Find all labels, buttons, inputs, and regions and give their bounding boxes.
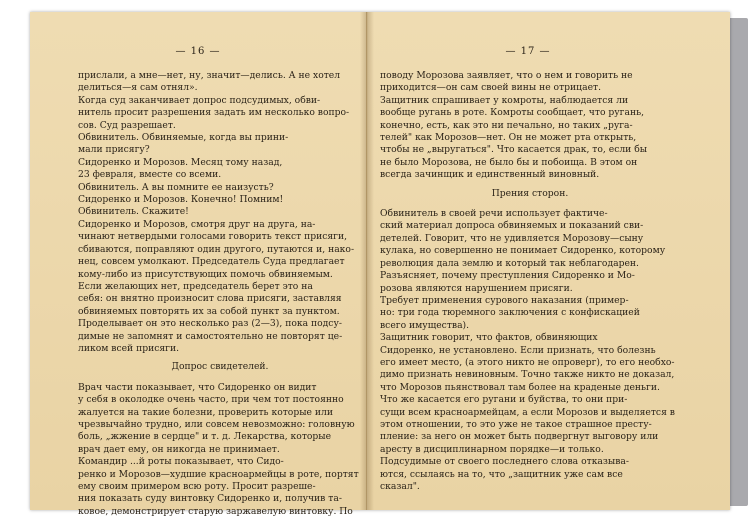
text-line: чтобы не „выругаться". Что касается драк, то, если бы — [380, 144, 648, 156]
text-line: 23 февраля, вместе со всеми. — [78, 169, 222, 181]
text-line: его имеет место, (а этого никто не опроверг), то его необхо- — [380, 356, 675, 368]
text-line: делиться—я сам отнял». — [78, 82, 198, 94]
book-spread — [30, 12, 730, 517]
text-line: не было Морозова, не было бы и побоища. В этом он — [380, 156, 638, 168]
text-line: себя: он внятно произносит слова присяги, заставляя — [78, 293, 342, 305]
text-line: розова являются нарушением присяги. — [380, 282, 573, 294]
text-line: что Морозов пьянствовал там более на краденые деньги. — [380, 381, 660, 393]
text-line: сов. Суд разрешает. — [78, 119, 176, 131]
text-line: Сидоренко и Морозов, смотря друг на друга, на- — [78, 218, 316, 230]
page-number: — 17 — — [505, 46, 551, 57]
text-line: нец, совсем умолкают. Председатель Суда предлагает — [78, 256, 345, 268]
page-text — [380, 70, 680, 493]
text-line: ему своим примером всю роту. Просит разреше- — [78, 481, 316, 492]
text-line: Требует применения сурового наказания (пример- — [380, 294, 629, 306]
text-line: Подсудимые от своего последнего слова отказыва- — [380, 456, 629, 468]
text-line: сказал". — [380, 481, 420, 492]
text-line: Когда суд заканчивает допрос подсудимых, обви- — [78, 94, 321, 106]
text-line: Обвинитель. Обвиняемые, когда вы прини- — [78, 132, 289, 144]
text-line: кулака, но совершенно не понимает Сидоренко, которому — [380, 245, 666, 257]
text-line: кому-либо из присутствующих помочь обвиняемым. — [78, 268, 333, 280]
book-gutter — [360, 12, 374, 510]
right-page — [368, 12, 730, 510]
text-line: обвиняемых повторять их за собой пункт за пунктом. — [78, 305, 340, 317]
text-line: ский материал допроса обвиняемых и показаний сви- — [380, 220, 644, 232]
text-line: Защитник говорит, что фактов, обвиняющих — [380, 332, 598, 344]
text-line: пление: за него он может быть подвергнут выговору или — [380, 431, 659, 443]
page-text — [78, 70, 362, 518]
text-line: Сидоренко и Морозов. Месяц тому назад, — [78, 156, 283, 168]
text-line: мали присягу? — [78, 144, 150, 156]
text-line: Если желающих нет, председатель берет это на — [78, 280, 313, 292]
text-line: конечно, есть, как это ни печально, но таких „руга- — [380, 119, 633, 131]
text-line: аресту в дисциплинарном порядке—и только. — [380, 443, 604, 455]
text-line: революция дала землю и который так неблагодарен. — [380, 257, 639, 269]
text-line: Что же касается его ругани и буйства, то они при- — [380, 394, 628, 406]
text-line: Проделывает он это несколько раз (2—3), пока подсу- — [78, 318, 342, 330]
text-line: ковое, демонстрирует старую заржавелую винтовку. По — [78, 505, 353, 517]
text-line: Разъясняет, почему преступления Сидоренко и Мо- — [380, 270, 635, 282]
text-line: у себя в околодке очень часто, при чем тот постоянно — [78, 394, 344, 406]
section-heading: Допрос свидетелей. — [171, 361, 269, 373]
text-line: всего имущества). — [380, 319, 470, 331]
text-line: всегда зачинщик и единственный виновный. — [380, 169, 600, 181]
text-line: телей" как Морозов—нет. Он не может рта открыть, — [380, 132, 637, 144]
text-line: Обвинитель. Скажите! — [78, 206, 189, 218]
left-page — [30, 12, 367, 517]
text-line: чрезвычайно трудно, или совсем невозможно: головную — [78, 418, 355, 430]
text-line: Командир ...й роты показывает, что Сидо- — [78, 456, 284, 468]
text-line: ренко и Морозов—худшие красноармейцы в роте, портят — [78, 468, 359, 480]
text-line: нитель просит разрешения задать им несколько вопро- — [78, 107, 350, 119]
text-line: Сидоренко, не установлено. Если признать, что болезнь — [380, 344, 656, 356]
text-line: чинают нетвердыми голосами говорить текст присяги, — [78, 231, 348, 243]
text-line: вообще ругань в роте. Комроты сообщает, что ругань, — [380, 107, 645, 119]
text-line: боль, „жжение в сердце" и т. д. Лекарства, которые — [78, 431, 332, 443]
page-number: — 16 — — [175, 46, 221, 57]
text-line: приходится—он сам своей вины не отрицает. — [380, 82, 602, 94]
text-line: ликом всей присяги. — [78, 342, 180, 354]
text-line: врач дает ему, он никогда не принимает. — [78, 443, 280, 455]
text-line: жалуется на такие болезни, проверить которые или — [78, 406, 333, 418]
text-line: димые не запомнят и самостоятельно не повторят це- — [78, 330, 343, 342]
text-line: этом отношении, то это уже не такое страшное престу- — [380, 418, 652, 430]
text-line: детелей. Говорит, что не удивляется Морозову—сыну — [380, 232, 644, 244]
text-line: прислали, а мне—нет, ну, значит—делись. А не хотел — [78, 70, 341, 81]
text-line: сущи всем красноармейцам, а если Морозов и выделяется в — [380, 406, 675, 418]
text-line: димо признать невиновным. Точно также никто не доказал, — [380, 369, 675, 381]
section-heading: Прения сторон. — [491, 187, 569, 199]
text-line: сбиваются, поправляют один другого, путаются и, нако- — [78, 243, 355, 255]
text-line: но: три года тюремного заключения с конфискацией — [380, 307, 640, 319]
text-line: ния показать суду винтовку Сидоренко и, получив та- — [78, 493, 342, 505]
text-line: поводу Морозова заявляет, что о нем и говорить не — [380, 70, 633, 81]
text-line: Обвинитель в своей речи использует фактиче- — [380, 208, 608, 220]
text-line: Обвинитель. А вы помните ее наизусть? — [78, 181, 274, 193]
text-line: ются, ссылаясь на то, что „защитник уже сам все — [380, 468, 623, 480]
text-line: Защитник спрашивает у комроты, наблюдается ли — [380, 94, 629, 106]
text-line: Сидоренко и Морозов. Конечно! Помним! — [78, 194, 284, 206]
text-line: Врач части показывает, что Сидоренко он видит — [78, 381, 317, 393]
